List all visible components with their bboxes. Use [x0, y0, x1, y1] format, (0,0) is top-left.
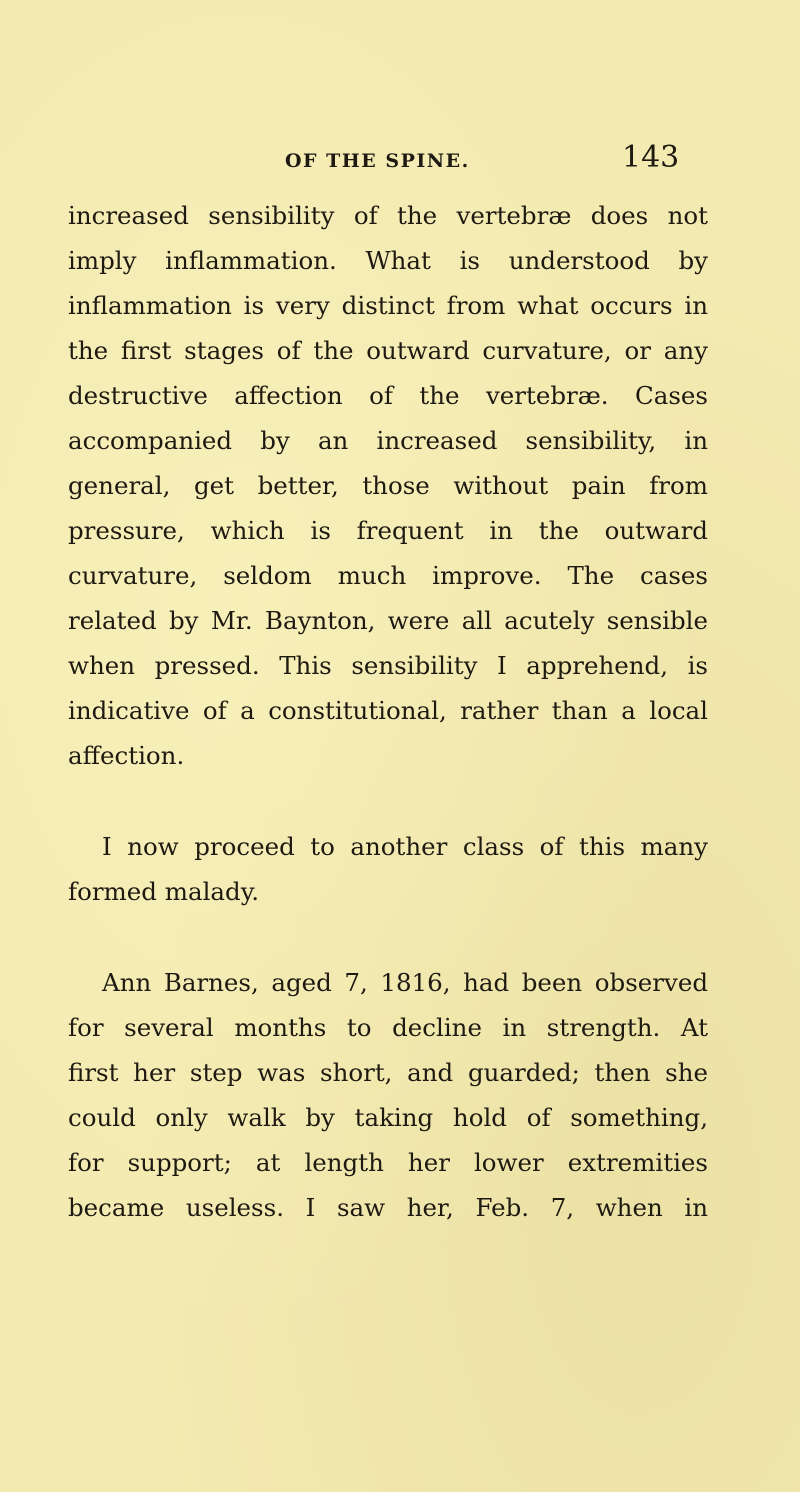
text-line: for support; at length her lower extremities: [68, 1148, 708, 1177]
paragraph-1: [68, 193, 708, 778]
text-line: imply inflammation. What is understood by: [68, 246, 708, 275]
text-line: pressure, which is frequent in the outward: [68, 516, 708, 545]
paragraph-spacer: [68, 914, 708, 960]
paragraph-spacer: [68, 778, 708, 824]
text-line: curvature, seldom much improve. The cases: [68, 561, 708, 590]
running-head: OF THE SPINE.: [285, 150, 470, 172]
text-line: increased sensibility of the vertebræ does not: [68, 201, 708, 230]
text-line: accompanied by an increased sensibility, in: [68, 426, 708, 455]
text-line: the first stages of the outward curvature, or any: [68, 336, 708, 365]
text-line: for several months to decline in strength. At: [68, 1013, 708, 1042]
text-line: first her step was short, and guarded; then she: [68, 1058, 708, 1087]
page-number: 143: [622, 140, 680, 175]
text-line: indicative of a constitutional, rather than a local: [68, 696, 708, 725]
text-line: formed malady.: [68, 877, 260, 906]
text-line: destructive affection of the vertebræ. Cases: [68, 381, 708, 410]
paragraph-3: [68, 960, 708, 1230]
text-line: general, get better, those without pain from: [68, 471, 708, 500]
paragraph-2: [68, 824, 708, 914]
page-header: [0, 140, 800, 180]
text-line: I now proceed to another class of this many: [102, 832, 708, 861]
text-line: Ann Barnes, aged 7, 1816, had been observed: [102, 968, 708, 997]
text-line: became useless. I saw her, Feb. 7, when in: [68, 1193, 708, 1222]
text-line: related by Mr. Baynton, were all acutely sensible: [68, 606, 708, 635]
text-line: inflammation is very distinct from what occurs in: [68, 291, 708, 320]
text-line: affection.: [68, 741, 185, 770]
text-line: when pressed. This sensibility I apprehend, is: [68, 651, 708, 680]
text-line: could only walk by taking hold of something,: [68, 1103, 708, 1132]
body-text: [68, 193, 708, 1230]
